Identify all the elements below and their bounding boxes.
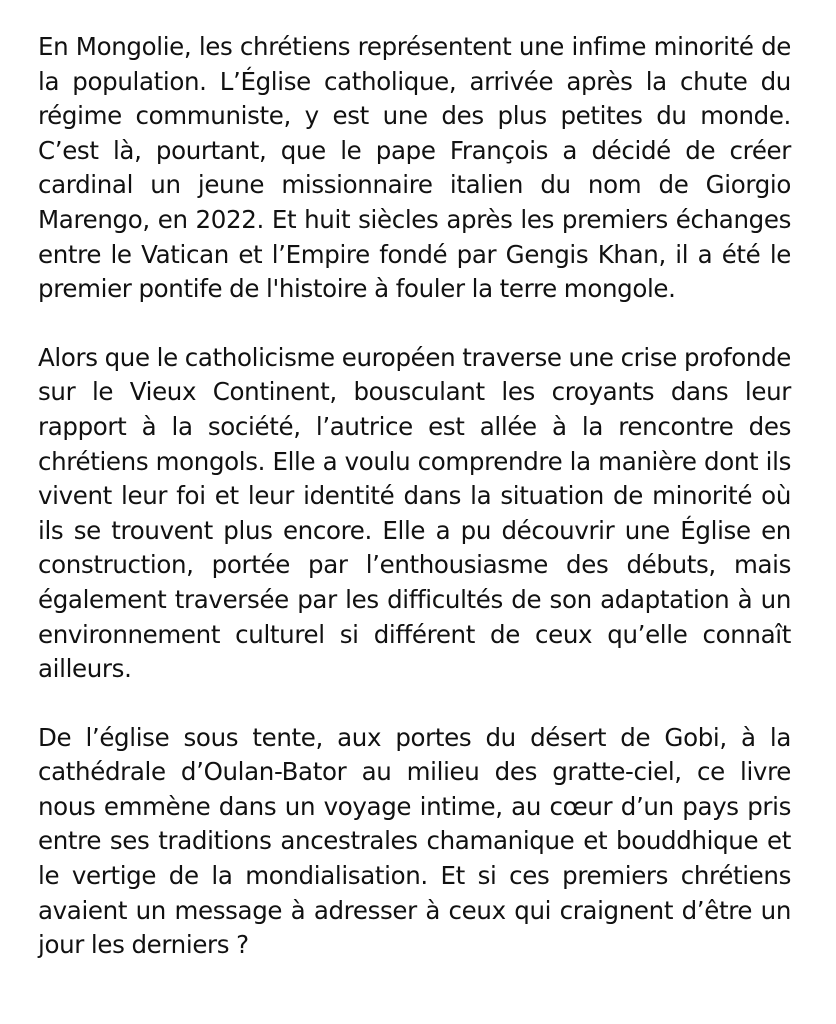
paragraph-mongolia-church: En Mongolie, les chrétiens représentent une infime minorité de la population. L’Église catholique, arrivée après la chute du régime communiste, y est une des plus petites du monde. C’est là, pourtant, que le pape François a décidé de créer cardinal un jeune missionnaire italien du nom de Giorgio Marengo, en 2022. Et huit siècles après les premiers échanges entre le Vatican et l’Empire fondé par Gengis Khan, il a été le premier pontife de l'histoire à fouler la terre mongole. (38, 32, 791, 304)
book-description (38, 30, 791, 963)
paragraph-book-voyage: De l’église sous tente, aux portes du désert de Gobi, à la cathédrale d’Oulan-Bator au milieu des gratte-ciel, ce livre nous emmène dans un voyage intime, au cœur d’un pays pris entre ses traditions ancestrales chamanique et bouddhique et le vertige de la mondialisation. Et si ces premiers chrétiens avaient un message à adresser à ceux qui craignent d’être un jour les derniers ? (38, 722, 791, 960)
paragraph-author-journey: Alors que le catholicisme européen traverse une crise profonde sur le Vieux Continent, bousculant les croyants dans leur rapport à la société, l’autrice est allée à la rencontre des chrétiens mongols. Elle a voulu comprendre la manière dont ils vivent leur foi et leur identité dans la situation de minorité où ils se trouvent plus encore. Elle a pu découvrir une Église en construction, portée par l’enthousiasme des débuts, mais également traversée par les difficultés de son adaptation à un environnement culturel si différent de ceux qu’elle connaît ailleurs. (38, 342, 791, 684)
